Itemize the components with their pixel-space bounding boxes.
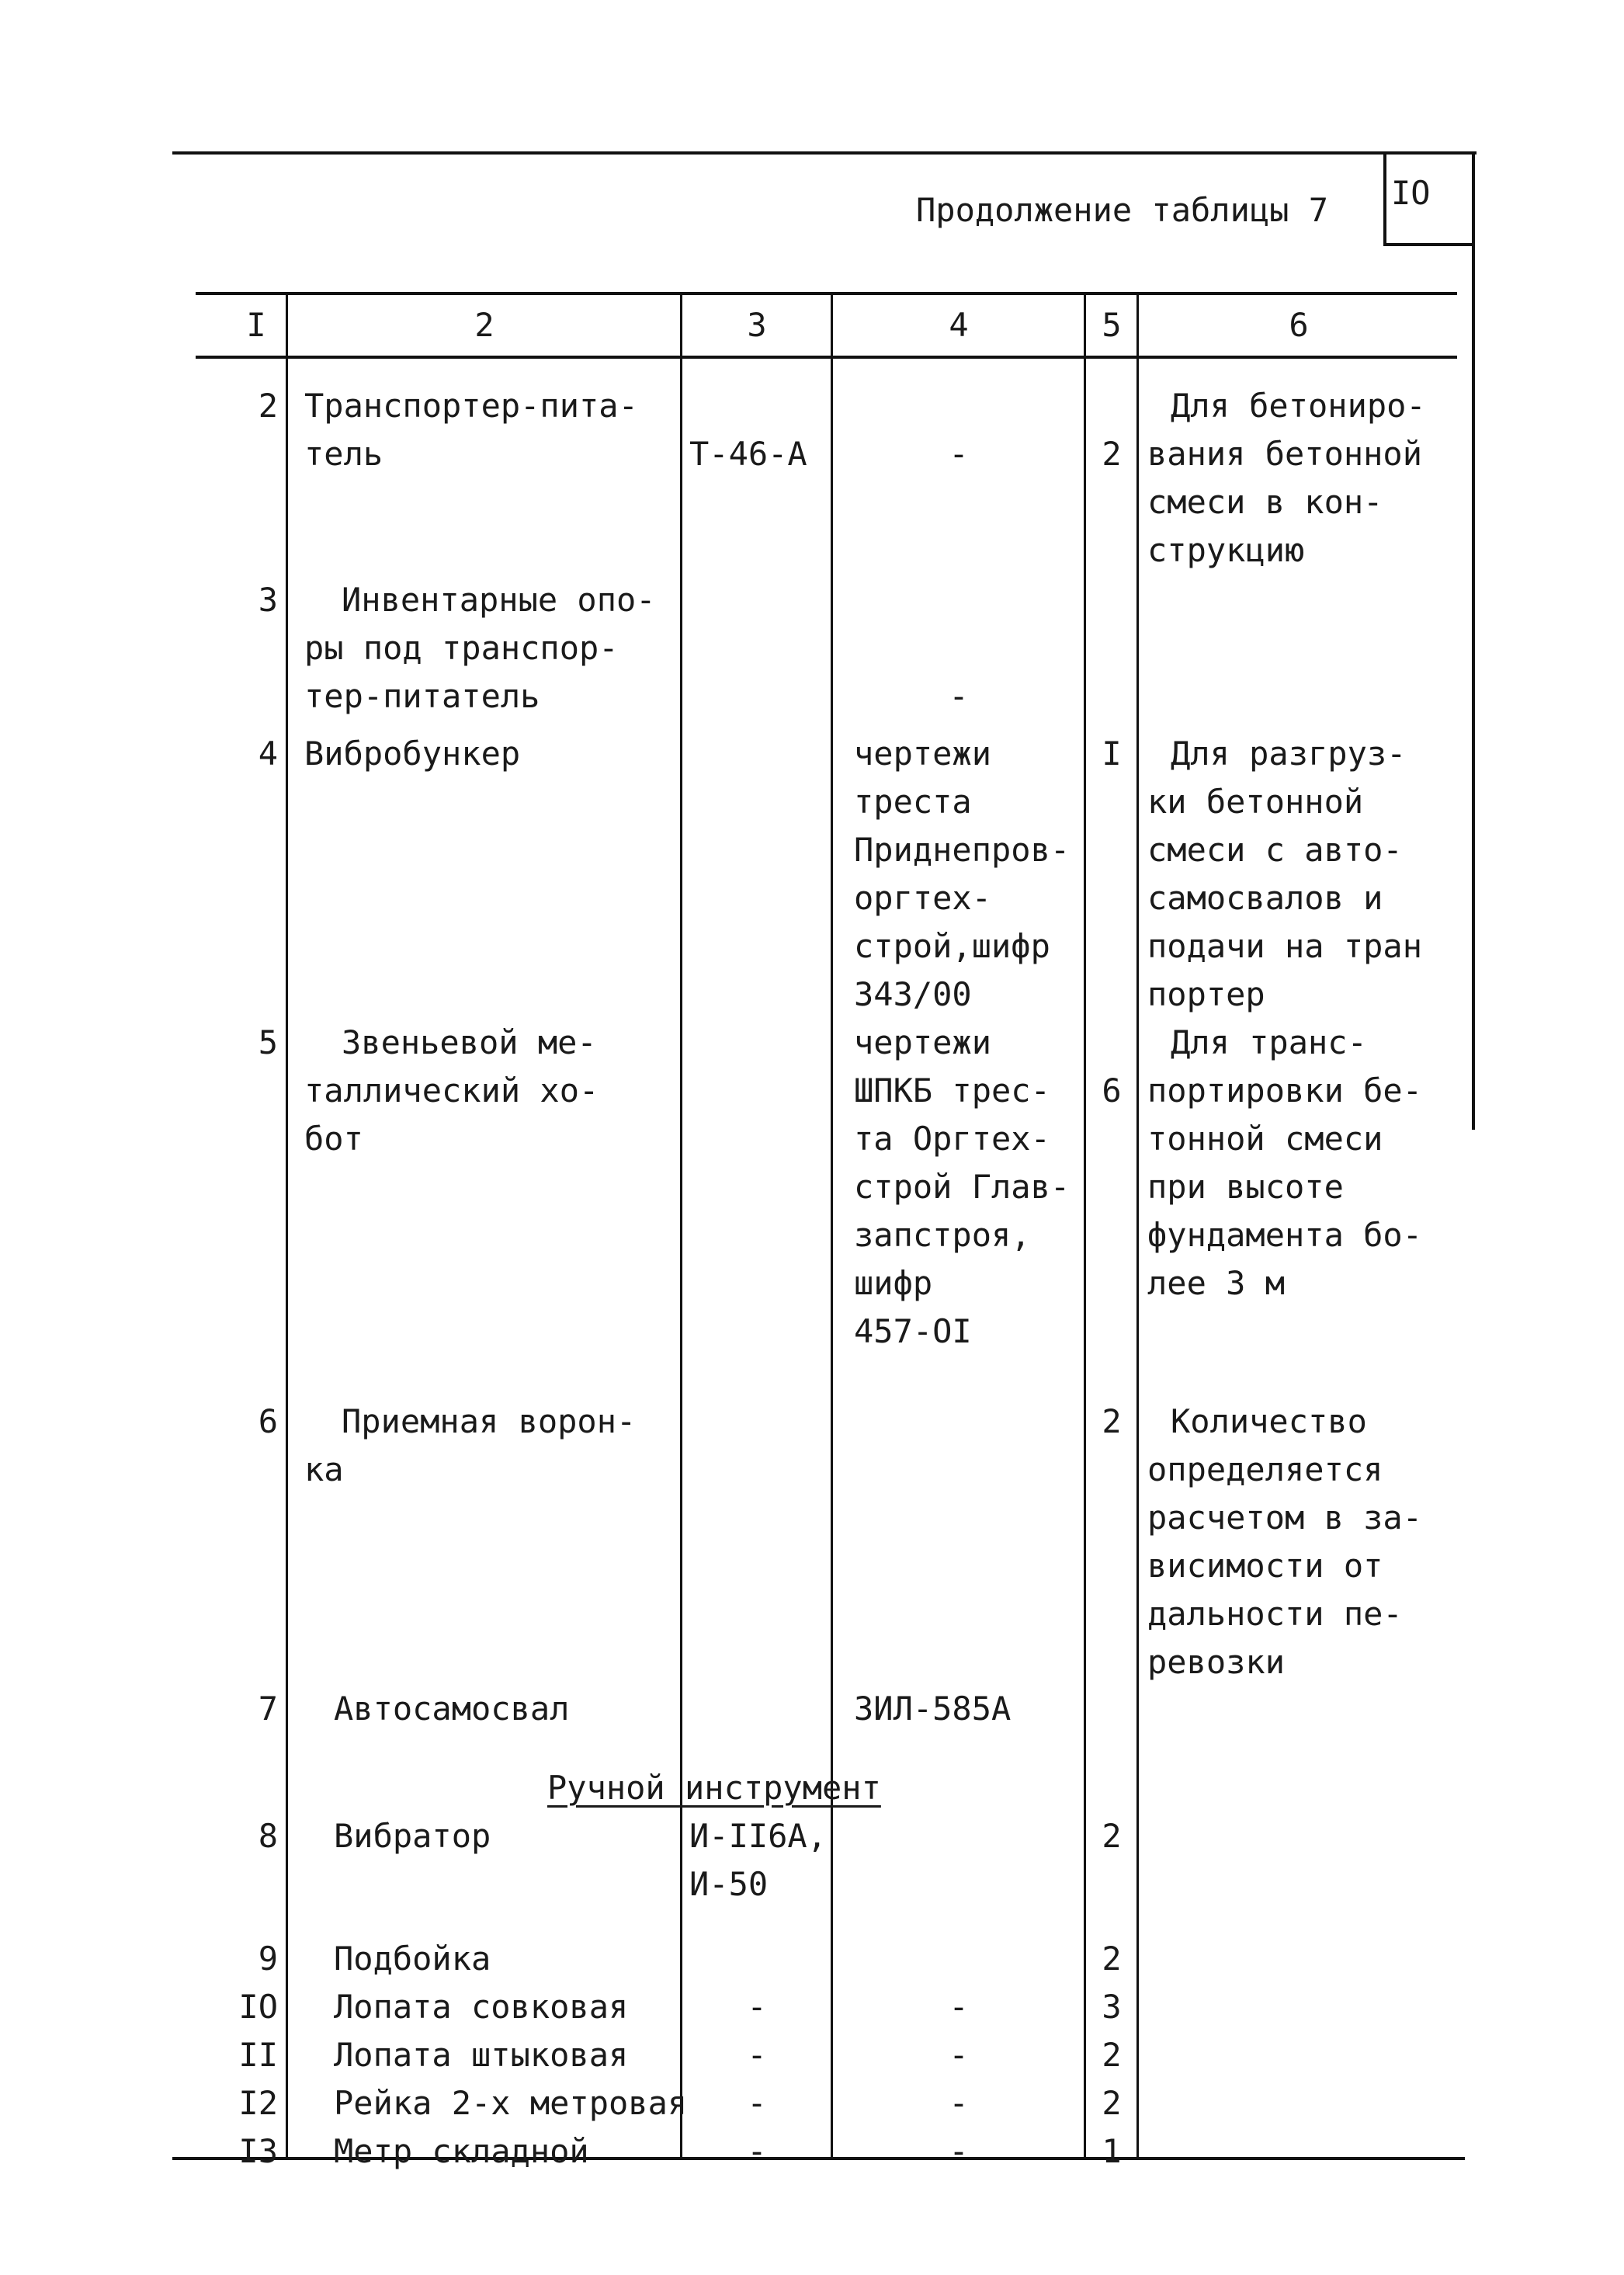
item-name-line: Подбойка	[334, 1940, 491, 1978]
item-doc-line: ШПКБ трес-	[854, 1072, 1050, 1110]
column-divider-1	[286, 295, 288, 2157]
item-name-line: Вибробункер	[304, 735, 521, 773]
item-note-line: подачи на тран	[1147, 927, 1423, 965]
item-note-line: расчетом в за-	[1147, 1499, 1423, 1537]
item-note-line: Для бетониро-	[1171, 387, 1426, 425]
item-note-line: портировки бе-	[1147, 1072, 1423, 1110]
item-note-line: висимости от	[1147, 1547, 1383, 1585]
column-divider-3	[831, 295, 833, 2157]
item-doc-line: чертежи	[854, 1023, 992, 1061]
item-note-line: дальности пе-	[1147, 1595, 1403, 1633]
item-name-line: таллический хо-	[304, 1072, 599, 1110]
header-col-4: 4	[949, 306, 969, 344]
row-number: 4	[258, 735, 278, 773]
item-doc-line: строй Глав-	[854, 1168, 1071, 1206]
item-type: -	[747, 2036, 767, 2074]
item-doc-line: шифр	[854, 1264, 933, 1302]
item-note-line: Для разгруз-	[1171, 735, 1407, 773]
item-name-line: Звеньевой ме-	[342, 1023, 597, 1061]
item-doc-line: Приднепров-	[854, 831, 1071, 869]
item-quantity: 3	[1102, 1988, 1122, 2026]
header-col-5: 5	[1102, 306, 1122, 344]
item-quantity: 2	[1102, 2036, 1122, 2074]
row-number: II	[238, 2036, 278, 2074]
item-type: -	[747, 2132, 767, 2170]
column-divider-2	[680, 295, 682, 2157]
row-number: 3	[258, 581, 278, 619]
item-name-line: Транспортер-пита-	[304, 387, 638, 425]
item-doc-line: -	[949, 2084, 969, 2122]
header-col-2: 2	[474, 306, 494, 344]
section-label: Ручной инструмент	[547, 1769, 881, 1807]
item-note-line: вания бетонной	[1147, 435, 1423, 473]
header-col-3: 3	[747, 306, 767, 344]
page-number-box-right	[1472, 151, 1475, 1130]
item-note-line: ревозки	[1147, 1643, 1286, 1681]
column-divider-5	[1136, 295, 1139, 2157]
item-doc-line: та Оргтех-	[854, 1120, 1050, 1158]
item-note-line: Для транс-	[1171, 1023, 1367, 1061]
item-doc-line: -	[949, 435, 969, 473]
item-note-line: Количество	[1171, 1402, 1367, 1440]
item-note-line: смеси в кон-	[1147, 483, 1383, 521]
item-note-line: портер	[1147, 975, 1265, 1013]
item-note-line: тонной смеси	[1147, 1120, 1383, 1158]
item-type: Т-46-А	[689, 435, 807, 473]
table-header-bottom-rule	[196, 356, 1457, 359]
column-divider-4	[1084, 295, 1086, 2157]
item-doc-line: -	[949, 677, 969, 715]
header-col-6: 6	[1289, 306, 1309, 344]
item-doc-line: строй,шифр	[854, 927, 1050, 965]
item-quantity: 2	[1102, 1940, 1122, 1978]
top-rule	[172, 151, 1477, 155]
item-doc-line: -	[949, 1988, 969, 2026]
item-note-line: определяется	[1147, 1450, 1383, 1488]
item-name-line: Вибратор	[334, 1817, 491, 1855]
item-note-line: смеси с авто-	[1147, 831, 1403, 869]
item-doc-line: запстроя,	[854, 1216, 1031, 1254]
item-doc-line: чертежи	[854, 735, 992, 773]
item-note-line: ки бетонной	[1147, 783, 1364, 821]
item-note-line: самосвалов и	[1147, 879, 1383, 917]
item-name-line: ка	[304, 1450, 344, 1488]
item-name-line: Автосамосвал	[334, 1690, 570, 1728]
row-number: 8	[258, 1817, 278, 1855]
item-type: -	[747, 1988, 767, 2026]
page-number-box-left	[1383, 151, 1386, 245]
item-name-line: Рейка 2-х метровая	[334, 2084, 688, 2122]
item-quantity: 6	[1102, 1072, 1122, 1110]
row-number: I2	[238, 2084, 278, 2122]
item-name-line: Лопата штыковая	[334, 2036, 629, 2074]
item-doc-line: оргтех-	[854, 879, 992, 917]
item-doc-line: 457-OI	[854, 1312, 972, 1350]
item-name-line: Приемная ворон-	[342, 1402, 637, 1440]
item-doc-line: -	[949, 2132, 969, 2170]
item-doc-line: 343/00	[854, 975, 972, 1013]
item-doc-line: -	[949, 2036, 969, 2074]
item-note-line: фундамента бо-	[1147, 1216, 1423, 1254]
row-number: 6	[258, 1402, 278, 1440]
item-quantity: 2	[1102, 1817, 1122, 1855]
item-name-line: Метр складной	[334, 2132, 589, 2170]
row-number: 9	[258, 1940, 278, 1978]
table-header-top-rule	[196, 292, 1457, 295]
item-type-line: И-II6А,	[689, 1817, 828, 1855]
row-number: IO	[238, 1988, 278, 2026]
item-name-line: тель	[304, 435, 383, 473]
row-number: 7	[258, 1690, 278, 1728]
item-note-line: лее 3 м	[1147, 1264, 1286, 1302]
item-name-line: Инвентарные опо-	[342, 581, 656, 619]
item-quantity: 2	[1102, 1402, 1122, 1440]
item-doc-line: треста	[854, 783, 972, 821]
header-col-1: I	[246, 306, 266, 344]
item-quantity: I	[1102, 735, 1122, 773]
item-type: -	[747, 2084, 767, 2122]
item-doc-line: ЗИЛ-585А	[854, 1690, 1012, 1728]
item-name-line: ры под транспор-	[304, 629, 619, 667]
item-quantity: 2	[1102, 435, 1122, 473]
row-number: I3	[238, 2132, 278, 2170]
page-number: IO	[1391, 174, 1431, 212]
page-number-box-bottom	[1383, 243, 1475, 246]
item-note-line: струкцию	[1147, 531, 1305, 569]
item-type-line: И-50	[689, 1865, 769, 1903]
item-note-line: при высоте	[1147, 1168, 1344, 1206]
item-quantity: 2	[1102, 2084, 1122, 2122]
row-number: 5	[258, 1023, 278, 1061]
item-name-line: Лопата совковая	[334, 1988, 629, 2026]
item-name-line: тер-питатель	[304, 677, 540, 715]
continuation-caption: Продолжение таблицы 7	[916, 191, 1329, 229]
row-number: 2	[258, 387, 278, 425]
item-quantity: 1	[1102, 2132, 1122, 2170]
item-name-line: бот	[304, 1120, 363, 1158]
